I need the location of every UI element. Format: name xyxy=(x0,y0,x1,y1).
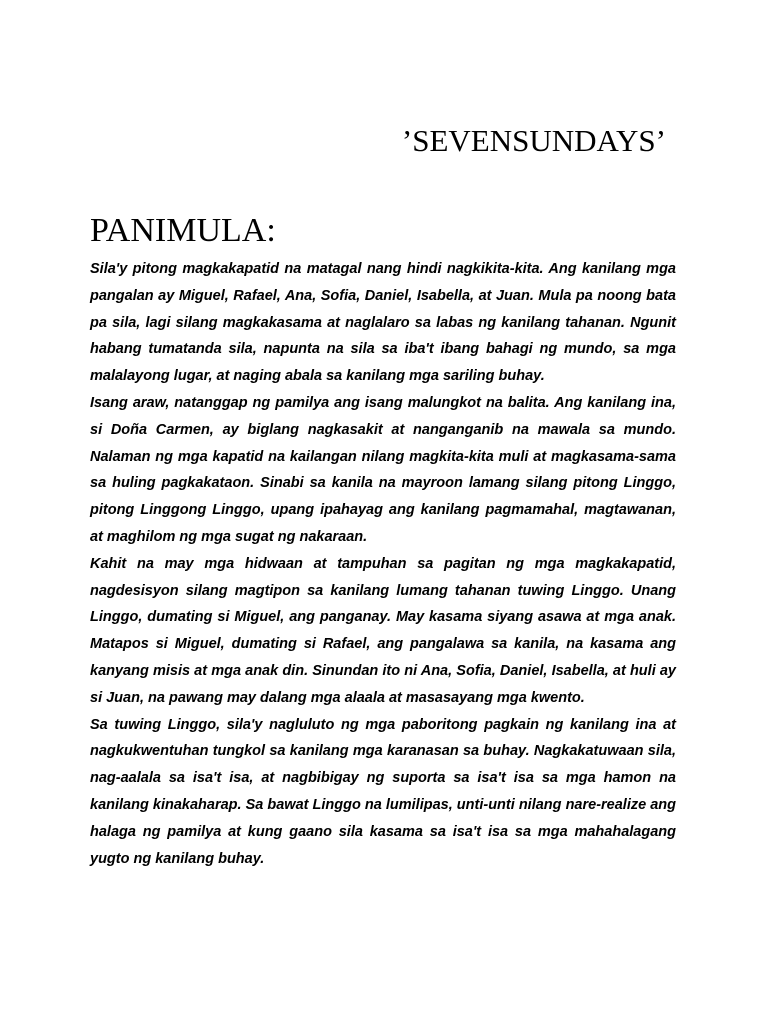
section-heading-panimula: PANIMULA: xyxy=(90,212,276,249)
paragraph-4: Sa tuwing Linggo, sila'y nagluluto ng mga paboritong pagkain ng kanilang ina at nagkukwentuhan tungkol sa kanilang mga karanasan sa buhay. Nagkakatuwaan sila, nag-aalala sa isa't isa, at nagbibigay ng suporta sa isa't isa sa mga hamon na kanilang kinakaharap. Sa bawat Linggo na lumilipas, unti-unti nilang nare-realize ang halaga ng pamilya at kung gaano sila kasama sa isa't isa sa mga mahahalagang yugto ng kanilang buhay. xyxy=(90,716,676,867)
paragraph-3: Kahit na may mga hidwaan at tampuhan sa pagitan ng mga magkakapatid, nagdesisyon silang magtipon sa kanilang lumang tahanan tuwing Linggo. Unang Linggo, dumating si Miguel, ang panganay. May kasama siyang asawa at mga anak. Matapos si Miguel, dumating si Rafael, ang pangalawa sa kanila, na kasama ang kanyang misis at mga anak din. Sinundan ito ni Ana, Sofia, Daniel, Isabella, at huli ay si Juan, na pawang may dalang mga alaala at masasayang mga kwento. xyxy=(90,555,676,706)
document-body xyxy=(90,256,676,872)
paragraph-1: Sila'y pitong magkakapatid na matagal nang hindi nagkikita-kita. Ang kanilang mga pangalan ay Miguel, Rafael, Ana, Sofia, Daniel, Isabella, at Juan. Mula pa noong bata pa sila, lagi silang magkakasama at naglalaro sa labas ng kanilang tahanan. Ngunit habang tumatanda sila, napunta na sila sa iba't ibang bahagi ng mundo, sa mga malalayong lugar, at naging abala sa kanilang mga sariling buhay. xyxy=(90,261,676,385)
document-title: ’SEVENSUNDAYS’ xyxy=(401,123,666,158)
paragraph-2: Isang araw, natanggap ng pamilya ang isang malungkot na balita. Ang kanilang ina, si Doña Carmen, ay biglang nagkasakit at nanganganib na mawala sa mundo. Nalaman ng mga kapatid na kailangan nilang magkita-kita muli at magkasama-sama sa huling pagkakataon. Sinabi sa kanila na mayroon lamang silang pitong Linggo, pitong Linggong Linggo, upang ipahayag ang kanilang pagmamahal, magtawanan, at maghilom ng mga sugat ng nakaraan. xyxy=(90,394,676,545)
